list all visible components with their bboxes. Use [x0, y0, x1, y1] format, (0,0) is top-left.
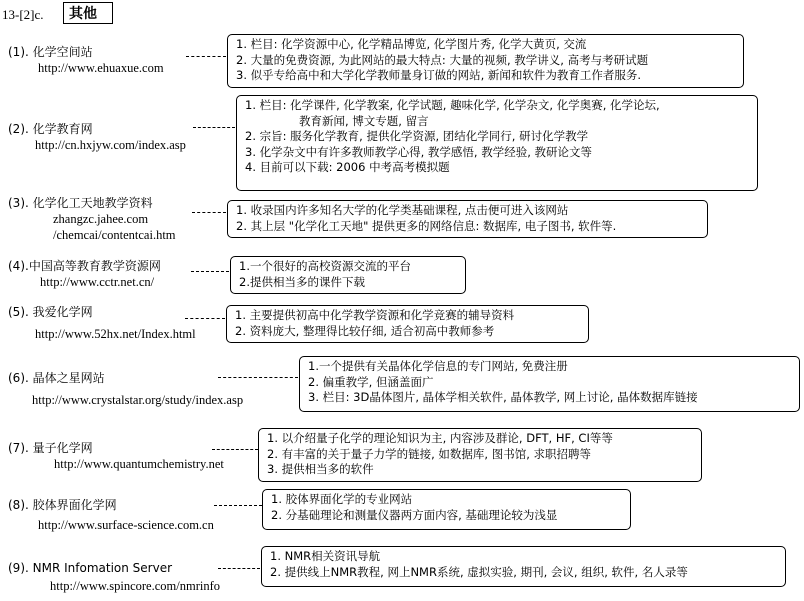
site-name: (4).中国高等教育教学资源网	[8, 259, 161, 273]
note-line: 2. 有丰富的关于量子力学的链接, 如数据库, 图书馆, 求职招聘等	[267, 446, 592, 461]
site-name: (3). 化学化工天地教学资料	[8, 196, 153, 210]
note-line: 1.一个很好的高校资源交流的平台	[239, 259, 411, 273]
site-name: (7). 量子化学网	[8, 441, 93, 455]
site-name: (5). 我爱化学网	[8, 305, 93, 319]
site-url[interactable]: zhangzc.jahee.com	[53, 212, 149, 226]
site-entry	[8, 370, 243, 408]
site-url[interactable]: http://www.quantumchemistry.net	[54, 457, 224, 471]
note-line: 3. 化学杂文中有许多教师教学心得, 教学感悟, 教学经验, 教研论文等	[245, 144, 593, 159]
note-line: 1. 栏目: 化学课件, 化学教案, 化学试题, 趣味化学, 化学杂文, 化学奥赛, 化学论坛,	[245, 98, 660, 112]
connector-line	[185, 318, 225, 319]
section-tab: 其他	[63, 2, 113, 24]
note-line: 1. 栏目: 化学资源中心, 化学精品博览, 化学图片秀, 化学大黄页, 交流	[236, 37, 587, 51]
site-url[interactable]: http://www.cctr.net.cn/	[40, 275, 155, 289]
site-entry	[8, 304, 196, 342]
note-line: 1. 以介绍量子化学的理论知识为主, 内容涉及群论, DFT, HF, CI等等	[267, 431, 613, 445]
site-notes-box	[230, 256, 466, 294]
site-notes-box	[261, 546, 786, 587]
note-line: 1. 胶体界面化学的专业网站	[271, 492, 413, 506]
note-line: 2. 偏重教学, 但涵盖面广	[308, 374, 434, 389]
site-entry	[8, 121, 186, 153]
site-url[interactable]: http://www.crystalstar.org/study/index.asp	[32, 393, 244, 407]
site-notes-box	[226, 305, 589, 343]
note-line: 2. 提供线上NMR教程, 网上NMR系统, 虚拟实验, 期刊, 会议, 组织, 软件, 名人录等	[270, 564, 688, 579]
connector-line	[191, 271, 229, 272]
note-line: 2. 其上层 "化学化工天地" 提供更多的网络信息: 数据库, 电子图书, 软件等.	[236, 218, 617, 233]
connector-line	[218, 568, 260, 569]
connector-line	[212, 449, 258, 450]
note-line: 3. 提供相当多的软件	[267, 462, 374, 476]
connector-line	[193, 127, 235, 128]
note-line: 1. 主要提供初高中化学教学资源和化学竞赛的辅导资料	[235, 308, 515, 322]
note-line: 教育新闻, 博文专题, 留言	[299, 113, 429, 128]
note-line: 2. 大量的免费资源, 为此网站的最大特点: 大量的视频, 教学讲义, 高考与考研试题	[236, 52, 649, 67]
note-line: 2. 资料庞大, 整理得比较仔细, 适合初高中教师参考	[235, 323, 495, 338]
site-entry	[8, 258, 161, 290]
connector-line	[218, 377, 298, 378]
note-line: 4. 目前可以下载: 2006 中考高考模拟题	[245, 160, 450, 174]
site-entry	[8, 560, 220, 594]
note-line: 2. 分基础理论和测量仪器两方面内容, 基础理论较为浅显	[271, 507, 558, 522]
site-url[interactable]: http://www.spincore.com/nmrinfo	[50, 579, 220, 593]
connector-line	[192, 212, 226, 213]
site-url[interactable]: http://www.surface-science.com.cn	[38, 518, 214, 532]
site-notes-box	[227, 200, 708, 238]
site-entry	[8, 44, 164, 76]
connector-line	[214, 505, 262, 506]
note-line: 2.提供相当多的课件下载	[239, 274, 365, 289]
site-name: (6). 晶体之星网站	[8, 371, 105, 385]
site-notes-box	[262, 489, 631, 530]
site-entry	[8, 195, 176, 243]
site-name: (8). 胶体界面化学网	[8, 498, 117, 512]
site-entry	[8, 497, 214, 533]
note-line: 1. 收录国内许多知名大学的化学类基础课程, 点击便可进入该网站	[236, 203, 569, 217]
site-notes-box	[299, 356, 800, 412]
site-name: (2). 化学教育网	[8, 122, 93, 136]
site-url[interactable]: http://www.52hx.net/Index.html	[35, 327, 196, 341]
site-name: (9). NMR Infomation Server	[8, 561, 173, 575]
site-entry	[8, 440, 224, 472]
slide-number: 13-[2]c.	[2, 7, 44, 22]
note-line: 3. 似乎专给高中和大学化学教师量身订做的网站, 新闻和软件为教育工作者服务.	[236, 68, 642, 82]
note-line: 1.一个提供有关晶体化学信息的专门网站, 免费注册	[308, 359, 568, 373]
site-name: (1). 化学空间站	[8, 45, 93, 59]
note-line: 1. NMR相关资讯导航	[270, 549, 381, 563]
site-url[interactable]: http://www.ehuaxue.com	[38, 61, 164, 75]
connector-line	[186, 56, 226, 57]
note-line: 3. 栏目: 3D晶体图片, 晶体学相关软件, 晶体教学, 网上讨论, 晶体数据库链接	[308, 390, 698, 404]
site-url[interactable]: http://cn.hxjyw.com/index.asp	[35, 138, 186, 152]
site-notes-box	[258, 428, 702, 482]
site-url[interactable]: /chemcai/contentcai.htm	[53, 228, 176, 242]
note-line: 2. 宗旨: 服务化学教育, 提供化学资源, 团结化学同行, 研讨化学教学	[245, 129, 589, 143]
site-notes-box	[236, 95, 758, 191]
site-notes-box	[227, 34, 744, 88]
